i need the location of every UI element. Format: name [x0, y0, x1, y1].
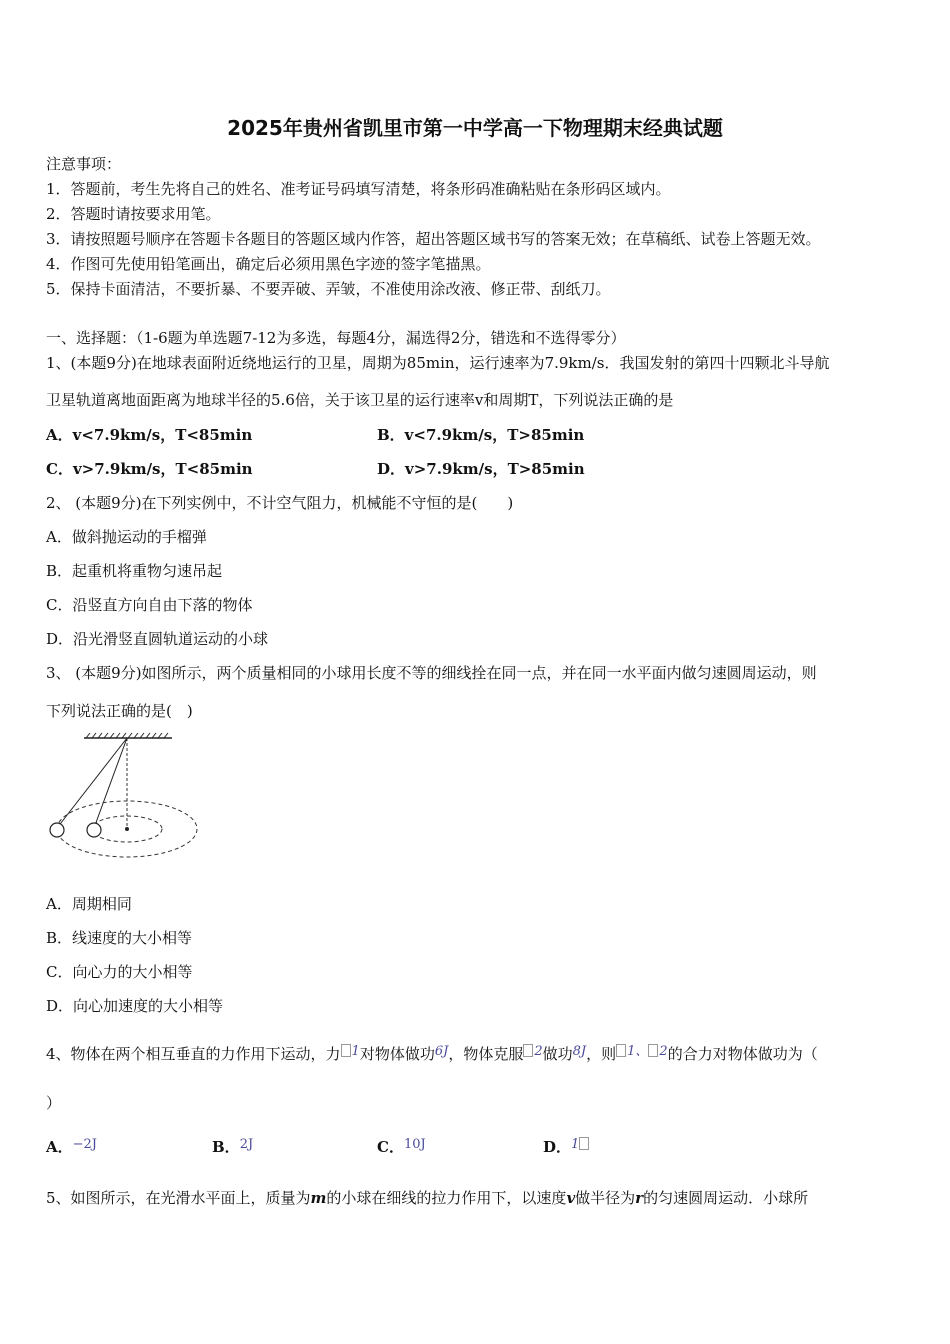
q1-option-a: A．v<7.9km/s，T<85min	[46, 426, 253, 444]
page-title: 2025年贵州省凯里市第一中学高一下物理期末经典试题	[227, 116, 723, 140]
q5-stem-line1: 5、如图所示，在光滑水平面上，质量为m的小球在细线的拉力作用下，以速度v做半径为r的匀速圆周运动．小球所	[46, 1189, 809, 1207]
missing-glyph-icon	[579, 1137, 589, 1150]
q5-velocity-symbol: v	[566, 1189, 576, 1207]
q4-f2-subscript: 2	[534, 1044, 543, 1059]
q4-text-6: 的合力对物体做功为（	[667, 1045, 818, 1063]
q1-option-b: B．v<7.9km/s，T>85min	[377, 426, 585, 444]
q3-stem-line1: 3、 (本题9分)如图所示，两个质量相同的小球用长度不等的细线拴在同一点，并在同一水平面内做匀速圆周运动，则	[46, 664, 817, 682]
q3-option-d: D．向心加速度的大小相等	[46, 997, 224, 1015]
q4-text-2: 对物体做功	[359, 1045, 435, 1063]
q2-option-c: C．沿竖直方向自由下落的物体	[46, 596, 253, 614]
notice-item-1: 1．答题前，考生先将自己的姓名、准考证号码填写清楚，将条形码准确粘贴在条形码区域内。	[46, 180, 671, 198]
notice-heading: 注意事项：	[46, 155, 122, 173]
q1-stem-line2: 卫星轨道离地面距离为地球半径的5.6倍，关于该卫星的运行速率v和周期T，下列说法正确的是	[46, 391, 674, 409]
missing-glyph-icon	[523, 1044, 533, 1057]
q2-option-a: A．做斜抛运动的手榴弹	[46, 528, 207, 546]
q4-text-4: 做功	[542, 1045, 573, 1063]
q1-stem-line1: 1、(本题9分)在地球表面附近绕地运行的卫星，周期为85min，运行速率为7.9km/s．我国发射的第四十四颗北斗导航	[46, 354, 830, 372]
q4-f1-label: 1、	[627, 1044, 649, 1059]
missing-glyph-icon	[648, 1044, 658, 1057]
q3-option-c: C．向心力的大小相等	[46, 963, 193, 981]
q4-text-3: ，物体克服	[448, 1045, 524, 1063]
q4-text-5: ，则	[586, 1045, 617, 1063]
missing-glyph-icon	[341, 1044, 351, 1057]
q4-option-a: A．−2J	[46, 1137, 98, 1156]
q4-option-d: D．1	[543, 1136, 590, 1157]
q4-w2: 8J	[572, 1044, 587, 1059]
q4-stem-close: ）	[46, 1094, 62, 1112]
q1-option-c: C．v>7.9km/s，T<85min	[46, 460, 253, 478]
q4-w1: 6J	[434, 1044, 449, 1059]
q4-text-1: 4、物体在两个相互垂直的力作用下运动，力	[46, 1045, 341, 1063]
q3-stem-line2: 下列说法正确的是( )	[46, 702, 193, 720]
q4-option-b: B．2J	[212, 1137, 254, 1156]
notice-item-2: 2．答题时请按要求用笔。	[46, 205, 221, 223]
missing-glyph-icon	[616, 1044, 626, 1057]
q1-option-d: D．v>7.9km/s，T>85min	[377, 460, 585, 478]
q4-f1-subscript: 1	[351, 1044, 360, 1059]
q3-option-b: B．线速度的大小相等	[46, 929, 193, 947]
q2-option-b: B．起重机将重物匀速吊起	[46, 562, 223, 580]
q4-f2-label: 2	[659, 1044, 668, 1059]
q2-option-d: D．沿光滑竖直圆轨道运动的小球	[46, 630, 269, 648]
q3-option-a: A．周期相同	[46, 895, 132, 913]
section-heading: 一、选择题：（1-6题为单选题7-12为多选，每题4分，漏选得2分，错选和不选得零分）	[46, 329, 626, 347]
conical-pendulum-figure	[40, 728, 210, 863]
q4-stem	[46, 1040, 818, 1064]
q5-mass-symbol: m	[310, 1189, 327, 1207]
q2-stem: 2、 (本题9分)在下列实例中，不计空气阻力，机械能不守恒的是( )	[46, 494, 514, 512]
notice-item-3: 3．请按照题号顺序在答题卡各题目的答题区域内作答，超出答题区域书写的答案无效；在草稿纸、试卷上答题无效。	[46, 230, 821, 248]
q5-radius-symbol: r	[635, 1189, 644, 1207]
q4-option-c: C．10J	[377, 1137, 426, 1156]
notice-item-4: 4．作图可先使用铅笔画出，确定后必须用黑色字迹的签字笔描黑。	[46, 255, 491, 273]
notice-item-5: 5．保持卡面清洁，不要折暴、不要弄破、弄皱，不准使用涂改液、修正带、刮纸刀。	[46, 280, 611, 298]
